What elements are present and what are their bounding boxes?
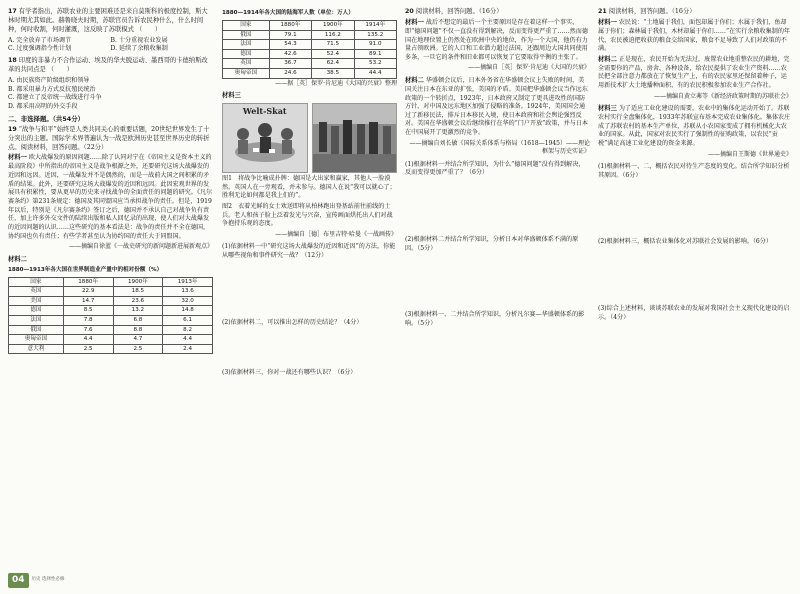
option-c: C. 都建立了反帝统一战线进行斗争 — [8, 94, 102, 102]
table-cell: 2.4 — [163, 344, 213, 354]
figure-source: ——摘编自［德］布里吉特·哈曼《一战画传》 — [275, 230, 397, 238]
sub-question-3: (3)依据材料三，你对一战还有哪些认识？（6分） — [222, 369, 357, 377]
material-text: 欧大战爆发的原因问题……除了认同对宁在《帝国主义是资本主义的最高阶段》中所指出的帝国主义是战争根源之外，还要研究这场大战爆发的近因和远因。近因，一战爆发并不是偶然的，而是一战前大国之间积累的矛盾的结果。此外，还要研究这场大战爆发的近因和远因。此因宏观世界的发展具有积累性，要从更早的历史来寻找战争的全面责任的问题的研究。《凡尔赛条约》第231条规定：德国及其同盟国应当承担战争的责任。但是，1919年以后，特别是《凡尔赛条约》签订之后，德国并不承认自己对战争负有责任，加上许多外交文件的陆续出版和私人回忆录的出现，使人们对大战爆发的近因问题的认识……这些研究的基本看法是：战争的责任并不全在德国，协约国也负有责任；有些学者甚至认为协约国的责任大于同盟国。 — [8, 154, 213, 240]
question-number: 20 — [405, 8, 414, 15]
material-1 — [8, 154, 213, 241]
table-row — [9, 315, 213, 325]
material-label: 材料三 — [598, 105, 617, 113]
option-a: A. 由民族资产阶级组织和领导 — [8, 76, 90, 84]
table-row — [223, 30, 397, 40]
question-19-stem — [8, 126, 213, 153]
table-row — [9, 325, 213, 335]
material-source: ——摘编自王斯德《世界通史》 — [707, 150, 792, 158]
question-text: 阅读材料，回答问题。（16分） — [415, 8, 503, 15]
column-1 — [8, 8, 213, 354]
farewell-soldiers-photo — [313, 104, 397, 172]
figure-2-caption: 图2 衣着光鲜的女士欢送即将从柏林跑出登基站前往前线的士兵。老人和孩子脸上泛着发光与兴奋，宣传画面烘托出人们对战争抱持乐观的态度。 — [222, 202, 393, 228]
material-text: 正是现在，农民开始为无法过，废置农业地重整农民的耕地，完全需要你的产品，房舍、各种设备，给农民提供了农业生产资料……农民把全部注意力都放在了恢复生产上，有的农民家里还保留着种子，运用新技术扩大土地播种面积，有的农民积极参加农业生产合作社。 — [598, 55, 790, 90]
question-number: 19 — [8, 125, 17, 133]
question-text: 印度的非暴力不合作运动、埃及的华夫脱运动、墨西哥的卡德纳斯改革的共同点是 — [8, 57, 208, 74]
manufacturing-share-table — [8, 277, 213, 355]
option-d: D. 都采用高明的外交手段 — [8, 102, 78, 110]
table-cell: 2.5 — [63, 344, 113, 354]
table-cell: 116.2 — [312, 30, 354, 40]
material-text: 战后不想定的最后一个主要原因是存在着这样一个事实，即“德国问题”不仅一直没有得到解决，反而变得更严重了……然而德国在地理位置上仍然处在欧洲中央的地位，作为一个大国，他仍有力量占领欧洲。它的人口和工业潜力超过法国，还跟周边大国共同使用多条，一旦它的条件和旧业都可以恢复了它要取得平衡的主张了。 — [405, 18, 588, 61]
table-cell: 德国 — [9, 306, 64, 316]
table-header-cell: 国家 — [9, 277, 64, 287]
cartoon-figure-1 — [222, 103, 308, 173]
table-cell: 14.7 — [63, 296, 113, 306]
sub-question-2: (2)依据材料二，可以推出怎样的历史结论？（4分） — [222, 318, 363, 326]
sub-question-3: (3)综合上述材料，谈谈苏联农业的发展对我国社会主义现代化建设的启示。（4分） — [598, 305, 790, 321]
table-cell: 79.1 — [269, 30, 311, 40]
material-2 — [405, 77, 590, 138]
table-row — [9, 344, 213, 354]
table-cell: 4.4 — [163, 335, 213, 345]
sub-question-1: (1)根据材料一、二，概括农民对待生产态度的变化。结合所学知识分析其原因。（6分） — [598, 163, 790, 179]
option-d: D. 延续了余粮收集制 — [110, 45, 168, 53]
table-cell: 英国 — [223, 59, 270, 69]
column-2 — [222, 8, 397, 381]
answer-blank: （ ） — [47, 66, 73, 74]
column-3 — [405, 8, 590, 332]
table-cell: 18.5 — [113, 287, 163, 297]
table-cell: 英国 — [9, 287, 64, 297]
sub-question-2: (2)根据材料三，概括农业集体化对苏联社会发展的影响。（6分） — [598, 238, 772, 246]
page-label: 历史 选择性必修 — [31, 577, 65, 583]
page-footer — [8, 573, 64, 588]
table-body — [9, 287, 213, 354]
option-a: A. 完全放弃了市场调节 — [8, 36, 72, 44]
answer-space[interactable] — [405, 256, 590, 308]
material-text: 农民说：“土地属于我们，面包却属于你们；水属于我们，鱼却属于你们；森林属于我们，木材却属于你们……”在实行余粮收集制的年代，农民被迫把收获的粮食交给国家，粮食不足导致了人们对政策的不满。 — [598, 18, 791, 53]
table-header-cell: 1914年 — [354, 20, 396, 30]
material-label: 材料二 — [8, 255, 27, 263]
cartoon-title: Welt-Skat — [242, 105, 287, 116]
table-row — [9, 335, 213, 345]
question-text: 有学者指出，苏联农业的主要困难还是来自莫斯科的极度控制，斯大林时期尤其如此。赫鲁晓夫时期，苏联官员告诉农民种什么，什么时间种，何时收割，何时灌溉，这反映了苏联模式 — [8, 8, 208, 33]
table-cell: 4.4 — [63, 335, 113, 345]
material-source: ——摘编自徐蓝《一战史研究的新问题新进展新观点》 — [68, 243, 213, 251]
table-cell: 24.6 — [269, 68, 311, 78]
table-row — [223, 68, 397, 78]
table-cell: 8.5 — [63, 306, 113, 316]
table-cell: 13.6 — [163, 287, 213, 297]
table-cell: 意大利 — [9, 344, 64, 354]
table-cell: 奥匈帝国 — [9, 335, 64, 345]
table-header-cell: 1900年 — [312, 20, 354, 30]
table-cell: 奥匈帝国 — [223, 68, 270, 78]
table-row — [9, 287, 213, 297]
table-header-cell: 国家 — [223, 20, 270, 30]
material-label: 材料二 — [598, 55, 617, 63]
table-cell: 7.6 — [63, 325, 113, 335]
table-row — [9, 296, 213, 306]
question-number: 17 — [8, 8, 17, 15]
sub-question-2: (2)根据材料二并结合所学知识，分析日本对华盛顿体系不满的原因。（5分） — [405, 236, 579, 252]
question-20-stem — [405, 8, 590, 17]
table-cell: 32.0 — [163, 296, 213, 306]
table-cell: 52.4 — [312, 49, 354, 59]
table-header-row — [223, 20, 397, 30]
table-cell: 14.8 — [163, 306, 213, 316]
question-21-stem — [598, 8, 792, 17]
table-cell: 8.2 — [163, 325, 213, 335]
table-cell: 2.5 — [113, 344, 163, 354]
table-cell: 6.8 — [113, 315, 163, 325]
question-text: 阅读材料，回答问题。（16分） — [608, 8, 696, 15]
option-c: C. 过度强调指令性计划 — [8, 45, 72, 53]
material-label: 材料三 — [222, 92, 241, 100]
table-cell: 22.9 — [63, 287, 113, 297]
table-row — [223, 59, 397, 69]
table-cell: 42.6 — [269, 49, 311, 59]
question-number: 21 — [598, 8, 607, 15]
cartoon-figures — [222, 103, 397, 173]
material-text: 为了适应工业化建设的需要，农业中的集体化运动开始了。苏联农村实行全盘集体化，1933年苏联宣布基本完成农业集体化。集体农庄成了苏联农村的基本生产单位，苏联从小农国家变成了拥有机械化大农业的国家。从此，国家对农民实行了强制性的征购政策，以农民“贡税”满足高速工业化建设的资金来源。 — [598, 105, 791, 148]
question-17 — [8, 8, 213, 35]
table-cell: 89.1 — [354, 49, 396, 59]
table-row — [9, 306, 213, 316]
table-cell: 法国 — [9, 315, 64, 325]
answer-space[interactable] — [222, 264, 397, 316]
table-cell: 36.7 — [269, 59, 311, 69]
material-source: ——摘编自［英］保罗·肯尼迪《大国的兴衰》 — [468, 64, 590, 72]
table-body — [223, 30, 397, 78]
table-cell: 38.5 — [312, 68, 354, 78]
table-cell: 44.4 — [354, 68, 396, 78]
sub-question-3: (3)根据材料一、二并结合所学知识，分析凡尔赛—华盛顿体系的影响。（5分） — [405, 311, 585, 327]
table-cell: 7.8 — [63, 315, 113, 325]
answer-blank: （ ） — [135, 25, 162, 33]
table-cell: 135.2 — [354, 30, 396, 40]
answer-space[interactable] — [598, 250, 792, 302]
question-18 — [8, 57, 213, 75]
material-3 — [598, 105, 792, 149]
material-source: ——摘编自黄立茀等《新经济政策时期的苏联社会》 — [653, 92, 792, 100]
cartoon-figure-2 — [312, 103, 398, 173]
figure-1-caption: 图1 将战争比喻成扑牌：德国是大出家和赢家，其他人一脸漠然。英国人在一旁观看，并未参与。德国人在说“我可以就心了；胜利无论如何都是我上们的”。 — [222, 174, 396, 200]
table-title: 1880—1913年各大国在世界制造业产量中的相对份额（%） — [8, 266, 163, 273]
table-cell: 俄国 — [223, 30, 270, 40]
answer-space[interactable] — [598, 183, 792, 235]
table-cell: 53.2 — [354, 59, 396, 69]
table-cell: 德国 — [223, 49, 270, 59]
table-cell: 法国 — [223, 40, 270, 50]
options-18 — [8, 77, 213, 112]
material-source: ——摘编自刘长敏《国际关系体系与格局（1618—1945）——理论框架与历史实证》 — [409, 139, 590, 156]
question-number: 18 — [8, 57, 17, 65]
material-2 — [598, 56, 792, 91]
option-b: B. 都采用暴力方式反抗殖民统治 — [8, 85, 96, 93]
options-17 — [8, 37, 213, 54]
material-label: 材料二 — [405, 76, 424, 84]
table-row — [223, 40, 397, 50]
table-row — [223, 49, 397, 59]
table-cell: 俄国 — [9, 325, 64, 335]
answer-space[interactable] — [405, 181, 590, 233]
answer-space[interactable] — [222, 330, 397, 366]
table-header-cell: 1900年 — [113, 277, 163, 287]
army-size-table — [222, 20, 397, 79]
table-cell: 6.1 — [163, 315, 213, 325]
table-cell: 23.6 — [113, 296, 163, 306]
section-heading: 二、非选择题。（共54分） — [8, 114, 84, 123]
material-1 — [405, 19, 590, 63]
material-text: 华盛顿会议后，日本外务省在华盛顿会议上失败的时间，美国关注日本在东亚的扩张，美国的矛盾。美国把华盛顿会议当作远东政策的一个转折点，1923年，日本政府又制定了更具进攻性的国防方针，对中国及远东地区加强了侵略的准备。1924年，美国国会通过了新移民法，排斥日本移民入境，使日本政府和社会舆论强烈反对。美国在华盛顿会议后继续推行在华的“门户开放”政策，并与日本在中国展开了更激烈的竞争。 — [405, 76, 588, 137]
page-number: 04 — [8, 573, 29, 588]
table-header-row — [9, 277, 213, 287]
table-header-cell: 1913年 — [163, 277, 213, 287]
question-text: “战争与和平”始终是人类共同关心的重要话题，20世纪世界发生了十分突出的主题。国际学术界普遍认为一战是欧洲历史甚至世界历史的转折点。阅读材料，回答问题。（22分） — [8, 125, 210, 151]
option-b: B. 十分重视农业发展 — [110, 36, 168, 44]
material-label: 材料一 — [8, 154, 27, 162]
table-cell: 91.0 — [354, 40, 396, 50]
table-source: ——据［英］保罗·肯尼迪《大国的兴衰》整理 — [275, 79, 397, 87]
table-cell: 美国 — [9, 296, 64, 306]
table-cell: 71.5 — [312, 40, 354, 50]
table-cell: 13.2 — [113, 306, 163, 316]
material-label: 材料一 — [405, 18, 424, 26]
material-1 — [598, 19, 792, 54]
material-label: 材料一 — [598, 18, 617, 26]
table-title: 1880—1914年各大国的陆海军人数（单位：万人） — [222, 10, 354, 16]
table-cell: 62.4 — [312, 59, 354, 69]
table-cell: 54.3 — [269, 40, 311, 50]
table-cell: 8.8 — [113, 325, 163, 335]
sub-question-1: (1)根据材料一并结合所学知识，为什么“德国问题”没有得到解决，反而变得更加严重了？（6分） — [405, 160, 585, 177]
table-header-cell: 1880年 — [63, 277, 113, 287]
table-header-cell: 1880年 — [269, 20, 311, 30]
sub-question-1: (1)依据材料一中“研究这场大战爆发的近因和近因”的方法，你能从哪些视角和事件研究一战？（12分） — [222, 243, 396, 259]
table-cell: 4.7 — [113, 335, 163, 345]
column-4 — [598, 8, 792, 325]
